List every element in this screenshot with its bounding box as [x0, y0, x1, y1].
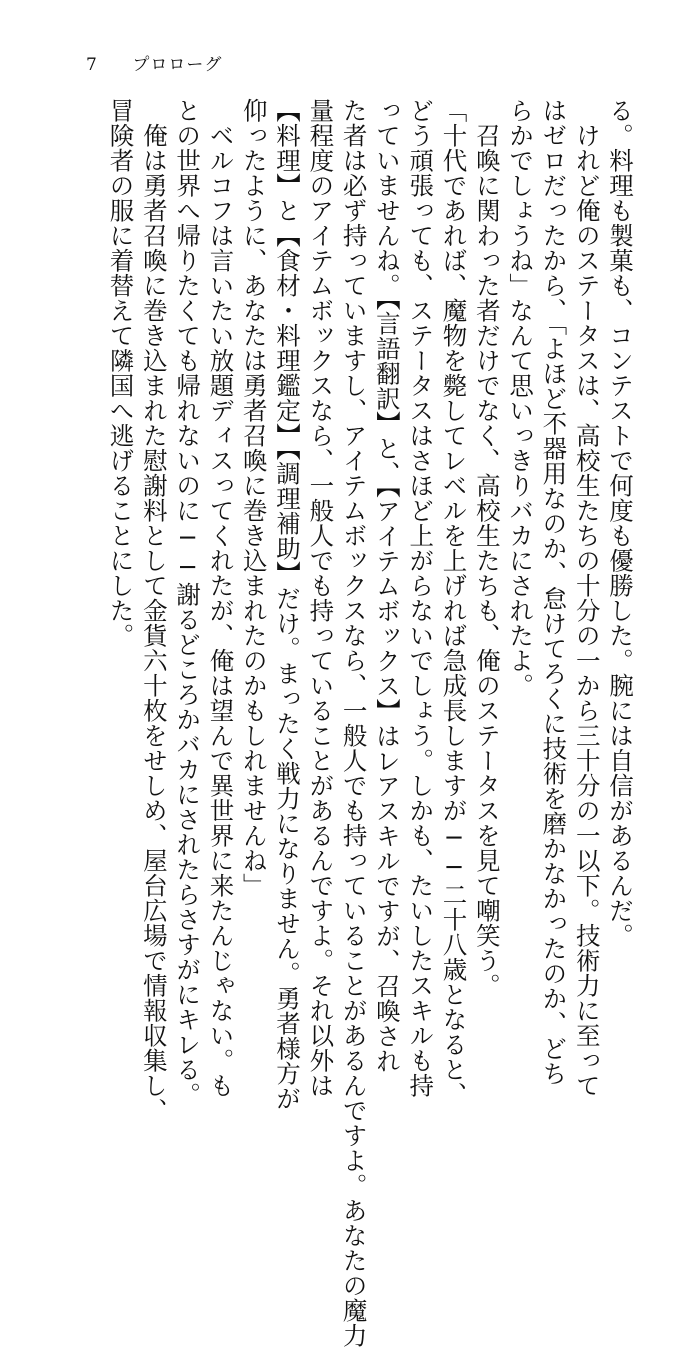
text-line: 俺は勇者召喚に巻き込まれた慰謝料として金貨六十枚をせしめ、屋台広場で情報収集し、 — [139, 98, 169, 1123]
text-line: る。料理も製菓も、コンテストで何度も優勝した。腕には自信があるんだ。 — [606, 98, 635, 948]
text-line: っていませんね。【言語翻訳】と、【アイテムボックス】はレアスキルですが、召喚され — [372, 98, 402, 1074]
text-line: らかでしょうね」なんて思いっきりバカにされたよ。 — [506, 98, 536, 698]
text-line: との世界へ帰りたくても帰れないのに──謝るどころかバカにされたらさすがにキレる。 — [173, 98, 203, 1107]
text-line: た者は必ず持っていますし、アイテムボックスなら、一般人でも持っていることがあるんですよ。あなたの魔力 — [339, 98, 369, 1348]
body-text — [104, 98, 637, 1348]
text-line: どう頑張っても、ステータスはさほど上がらないでしょう。しかも、たいしたスキルも持 — [406, 98, 436, 1098]
text-line: はゼロだったから、「よほど不器用なのか、怠けてろくに技術を磨かなかったのか、どち — [539, 98, 569, 1086]
text-line: 召喚に関わった者だけでなく、高校生たちも、俺のステータスを見て嘲笑う。 — [472, 98, 502, 998]
text-line: 「十代であれば、魔物を斃してレベルを上げれば急成長しますが──二十八歳となると、 — [439, 98, 469, 1107]
text-line: 仰ったように、あなたは勇者召喚に巻き込まれたのかもしれませんね」 — [239, 98, 269, 898]
chapter-title: プロローグ — [132, 55, 223, 75]
page-number: 7 — [86, 55, 98, 75]
text-line: 量程度のアイテムボックスなら、一般人でも持っていることがあるんですよ。それ以外は — [306, 98, 336, 1098]
text-line: ベルコフは言いたい放題ディスってくれたが、俺は望んで異世界に来たんじゃない。も — [206, 98, 236, 1098]
text-line: 【料理】と【食材・料理鑑定】【調理補助】だけ。まったく戦力になりません。勇者様方が — [273, 98, 303, 1111]
running-head — [86, 50, 222, 75]
text-line: けれど俺のステータスは、高校生たちの十分の一から三十分の一以下。技術力に至って — [572, 98, 602, 1098]
text-line: 冒険者の服に着替えて隣国へ逃げることにした。 — [106, 98, 136, 648]
